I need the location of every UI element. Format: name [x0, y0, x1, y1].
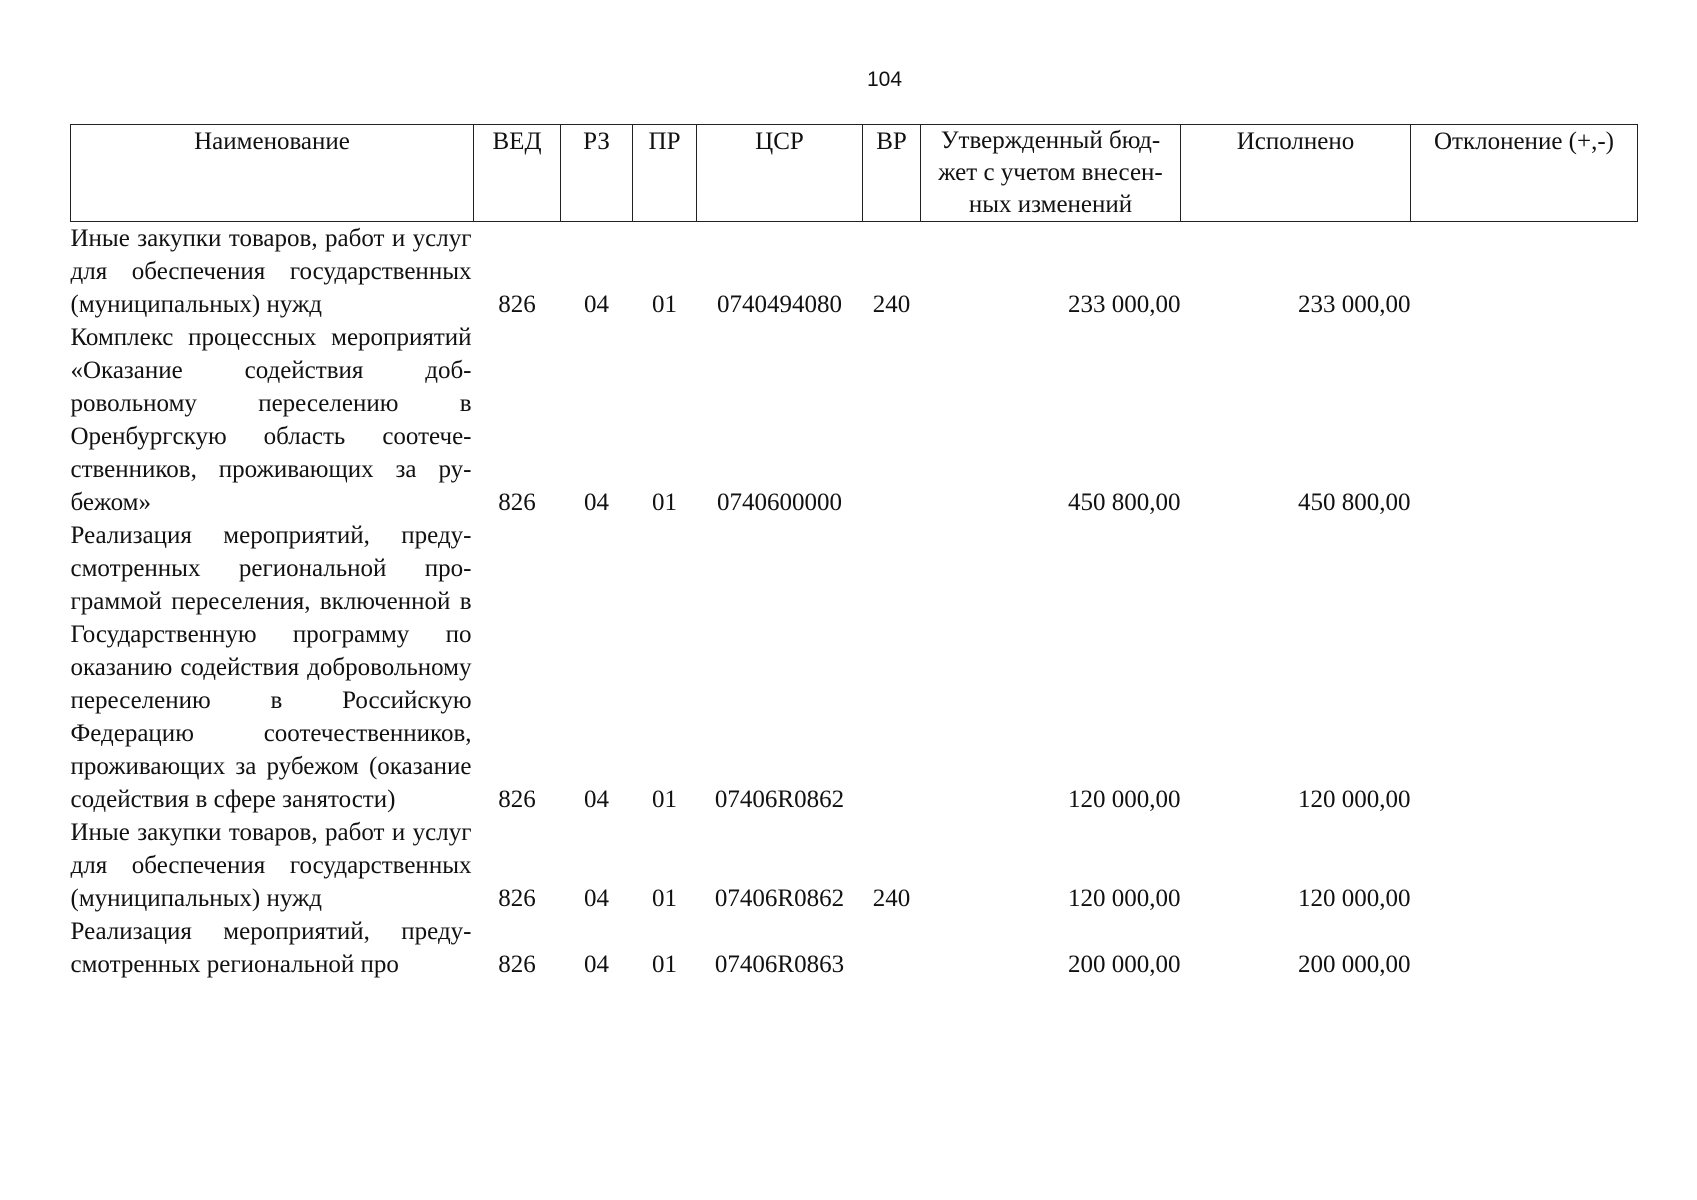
row-vr: 240 — [872, 291, 911, 318]
header-name: Наименование — [71, 125, 474, 222]
row-rz: 04 — [584, 786, 609, 813]
row-pr: 01 — [652, 786, 677, 813]
row-deviation — [1411, 519, 1638, 816]
table-row — [71, 222, 1638, 322]
table-row — [71, 816, 1638, 915]
page-number: 104 — [866, 68, 903, 91]
header-ved: ВЕД — [474, 125, 561, 222]
row-pr: 01 — [652, 489, 677, 516]
row-ved: 826 — [498, 885, 536, 912]
row-approved: 233 000,00 — [1068, 291, 1181, 318]
row-approved: 200 000,00 — [1068, 951, 1181, 978]
row-rz: 04 — [584, 489, 609, 516]
row-deviation — [1411, 915, 1638, 981]
header-pr: ПР — [633, 125, 697, 222]
row-executed: 120 000,00 — [1298, 885, 1411, 912]
table-header-row — [71, 125, 1638, 222]
header-deviation: Отклонение (+,-) — [1411, 125, 1638, 222]
budget-execution-table — [70, 124, 1638, 981]
row-approved: 120 000,00 — [1068, 786, 1181, 813]
row-csr: 07406R0862 — [714, 885, 845, 912]
row-vr: 240 — [872, 885, 911, 912]
row-vr — [863, 321, 921, 519]
header-vr: ВР — [863, 125, 921, 222]
header-rz: РЗ — [561, 125, 633, 222]
row-deviation — [1411, 321, 1638, 519]
row-ved: 826 — [498, 291, 536, 318]
row-name: Реализация мероприятий, предусмотренных региональной про — [70, 918, 472, 978]
row-csr: 07406R0862 — [714, 786, 845, 813]
table-row — [71, 321, 1638, 519]
row-approved: 450 800,00 — [1068, 489, 1181, 516]
header-approved-budget: Утвержденный бюд-жет с учетом внесен-ных изменений — [921, 125, 1181, 222]
row-rz: 04 — [584, 291, 609, 318]
row-rz: 04 — [584, 885, 609, 912]
row-name: Комплекс процессных мероприятий «Оказание содействия добровольному переселению в Оренбургскую область соотечественников, проживающих за рубежом» — [70, 324, 472, 516]
row-rz: 04 — [584, 951, 609, 978]
row-name: Реализация мероприятий, предусмотренных региональной программой переселения, включенной в Государственную программу по оказанию содействия добровольному переселению в Российскую Федерацию соотечественников, проживающих за рубежом (оказание содействия в сфере занятости) — [70, 522, 472, 813]
table-row — [71, 519, 1638, 816]
header-executed: Исполнено — [1181, 125, 1411, 222]
row-approved: 120 000,00 — [1068, 885, 1181, 912]
row-pr: 01 — [652, 951, 677, 978]
row-csr: 0740600000 — [717, 489, 842, 516]
row-pr: 01 — [652, 885, 677, 912]
row-name: Иные закупки товаров, работ и услуг для обеспечения государственных (муниципальных) нужд — [70, 225, 472, 318]
row-ved: 826 — [498, 951, 536, 978]
row-pr: 01 — [652, 291, 677, 318]
row-executed: 450 800,00 — [1298, 489, 1411, 516]
row-csr: 0740494080 — [717, 291, 842, 318]
row-vr — [863, 519, 921, 816]
row-ved: 826 — [498, 786, 536, 813]
row-ved: 826 — [498, 489, 536, 516]
row-deviation — [1411, 816, 1638, 915]
row-executed: 200 000,00 — [1298, 951, 1411, 978]
row-csr: 07406R0863 — [714, 951, 845, 978]
table-row — [71, 915, 1638, 981]
row-name: Иные закупки товаров, работ и услуг для обеспечения государственных (муниципальных) нужд — [70, 819, 472, 912]
row-executed: 120 000,00 — [1298, 786, 1411, 813]
row-vr — [863, 915, 921, 981]
row-executed: 233 000,00 — [1298, 291, 1411, 318]
header-csr: ЦСР — [697, 125, 863, 222]
row-deviation — [1411, 222, 1638, 322]
